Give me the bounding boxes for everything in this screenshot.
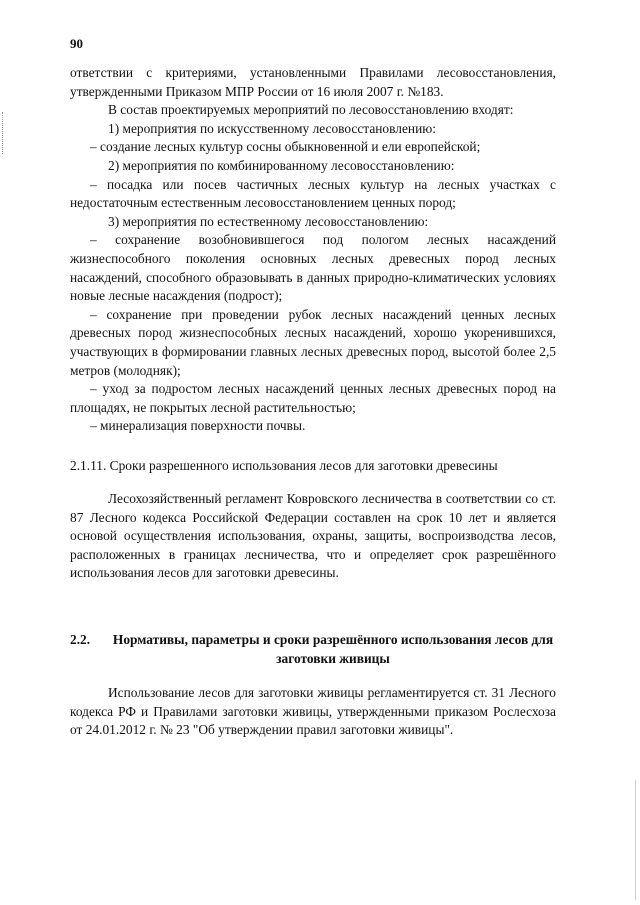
page-number: 90 [70,36,83,51]
list-item-natural-3: – уход за подростом лесных насаждений ценных лесных древесных пород на площадях, не покрытых лесной растительностью; [70,381,556,415]
list-heading-natural: 3) мероприятия по естественному лесовосстановлению: [108,213,429,229]
section-heading [70,631,556,668]
paragraph-measures-intro: В состав проектируемых мероприятий по лесовосстановлению входят: [108,102,514,118]
list-item-natural-2: – сохранение при проведении рубок лесных насаждений ценных лесных древесных пород жизнеспособных лесных насаждений, хорошо укоренившихся, участвующих в формировании главных лесных древесных пород, высотой более 2,5 метров (молодняк); [70,306,556,378]
scan-edge-line [635,780,636,900]
section-number: 2.2. [70,632,91,647]
subsection-paragraph: Лесохозяйственный регламент Ковровского лесничества в соответствии со ст. 87 Лесного кодекса Российской Федерации составлен на срок 10 лет и является основой осуществления использования, охраны, защиты, воспроизводства лесов, расположенных в границах лесничества, что и определяет срок разрешённого использования лесов для заготовки древесины. [70,491,556,581]
top-text-block [70,64,556,436]
section-body [70,684,556,740]
list-heading-artificial: 1) мероприятия по искусственному лесовосстановлению: [108,120,436,136]
paragraph-continuation: ответствии с критериями, установленными Правилами лесовосстановления, утвержденными Приказом МПР России от 16 июля 2007 г. №183. [70,65,556,99]
list-item-natural-4: – минерализация поверхности почвы. [90,418,306,434]
list-item-artificial: – создание лесных культур сосны обыкновенной и ели европейской; [90,139,481,155]
list-item-combined: – посадка или посев частичных лесных культур на лесных участках с недостаточным естественным лесовосстановлением ценных пород; [70,176,556,211]
scan-margin-marks [2,112,5,154]
list-item-natural-1: – сохранение возобновившегося под пологом лесных насаждений жизнеспособного поколения основных лесных древесных пород лесных насаждений, способного образовывать в данных природно-климатических условиях новые лесные насаждения (подрост); [70,232,556,304]
section-paragraph: Использование лесов для заготовки живицы регламентируется ст. 31 Лесного кодекса РФ и Правилами заготовки живицы, утвержденными приказом Рослесхоза от 24.01.2012 г. № 23 "Об утверждении правил заготовки живицы". [70,685,556,738]
subsection-heading: 2.1.11. Сроки разрешенного использования лесов для заготовки древесины [70,458,498,473]
list-heading-combined: 2) мероприятия по комбинированному лесовосстановлению: [108,157,455,173]
section-title: Нормативы, параметры и сроки разрешённого использования лесов для заготовки живицы [112,632,554,666]
subsection-body [70,490,556,583]
